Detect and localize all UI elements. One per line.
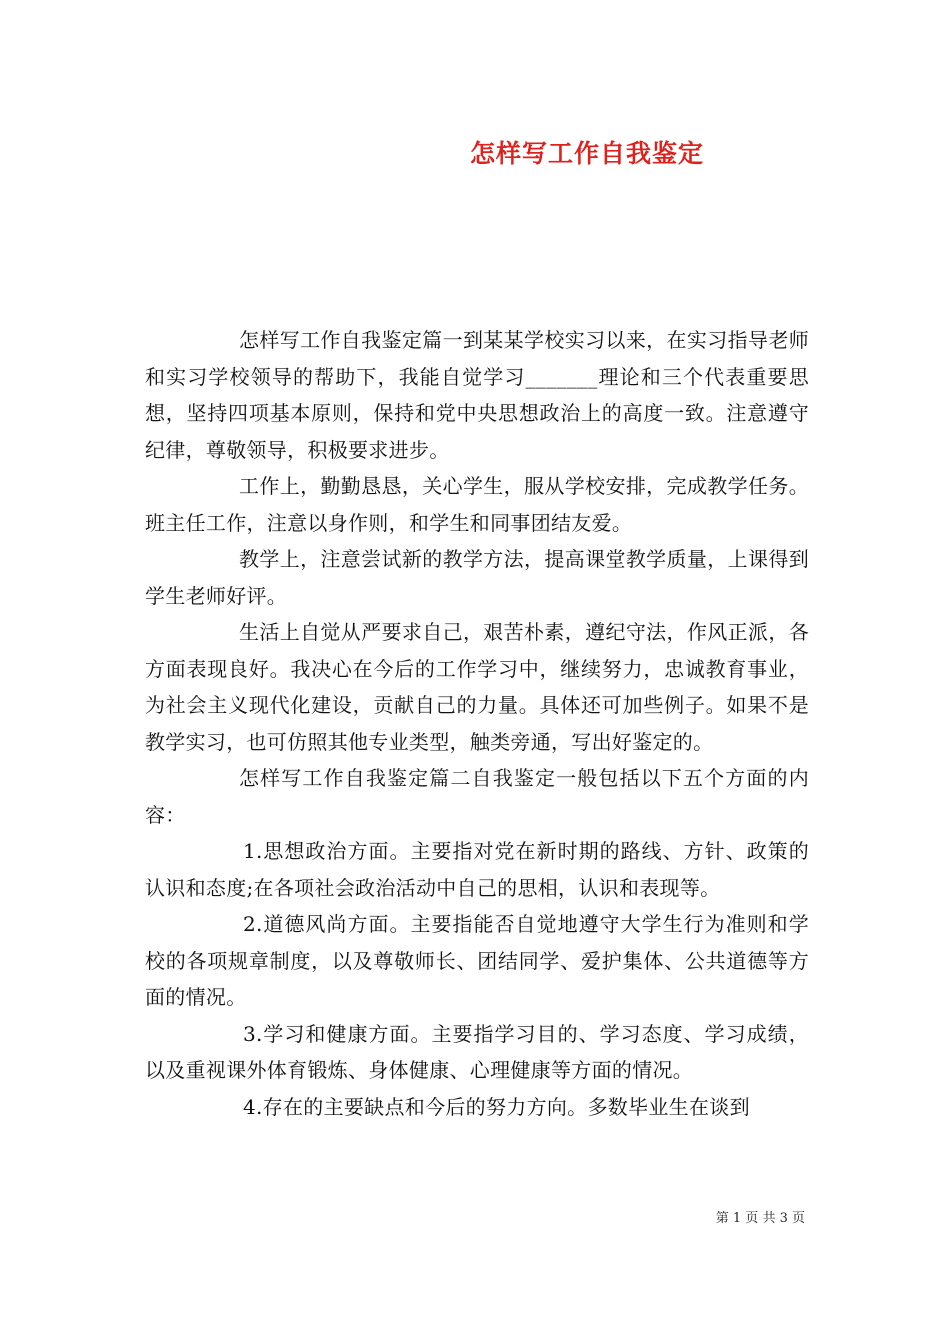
paragraph: 工作上，勤勤恳恳，关心学生，服从学校安排，完成教学任务。班主任工作，注意以身作则，和学生和同事团结友爱。 — [145, 474, 809, 535]
list-paragraph: 1.思想政治方面。主要指对党在新时期的路线、方针、政策的认识和态度;在各项社会政治活动中自己的思相，认识和表现等。 — [145, 839, 809, 900]
list-paragraph: 2.道德风尚方面。主要指能否自觉地遵守大学生行为准则和学校的各项规章制度，以及尊敬师长、团结同学、爱护集体、公共道德等方面的情况。 — [145, 912, 809, 1009]
paragraph: 怎样写工作自我鉴定篇二自我鉴定一般包括以下五个方面的内容： — [145, 766, 809, 827]
document-title: 怎样写工作自我鉴定 — [470, 139, 705, 168]
list-paragraph: 3.学习和健康方面。主要指学习目的、学习态度、学习成绩，以及重视课外体育锻炼、身体健康、心理健康等方面的情况。 — [145, 1021, 809, 1082]
document-body — [145, 322, 809, 1125]
page-number-footer: 第 1 页 共 3 页 — [715, 1211, 805, 1226]
paragraph: 生活上自觉从严要求自己，艰苦朴素，遵纪守法，作风正派，各方面表现良好。我决心在今后的工作学习中，继续努力，忠诚教育事业，为社会主义现代化建设，贡献自己的力量。具体还可加些例子。如果不是教学实习，也可仿照其他专业类型，触类旁通，写出好鉴定的。 — [145, 620, 809, 754]
paragraph: 教学上，注意尝试新的教学方法，提高课堂教学质量，上课得到学生老师好评。 — [145, 547, 809, 608]
paragraph: 怎样写工作自我鉴定篇一到某某学校实习以来，在实习指导老师和实习学校领导的帮助下，我能自觉学习_______理论和三个代表重要思想，坚持四项基本原则，保持和党中央思想政治上的高度一致。注意遵守纪律，尊敬领导，积极要求进步。 — [145, 328, 809, 462]
list-paragraph: 4.存在的主要缺点和今后的努力方向。多数毕业生在谈到 — [243, 1094, 750, 1119]
